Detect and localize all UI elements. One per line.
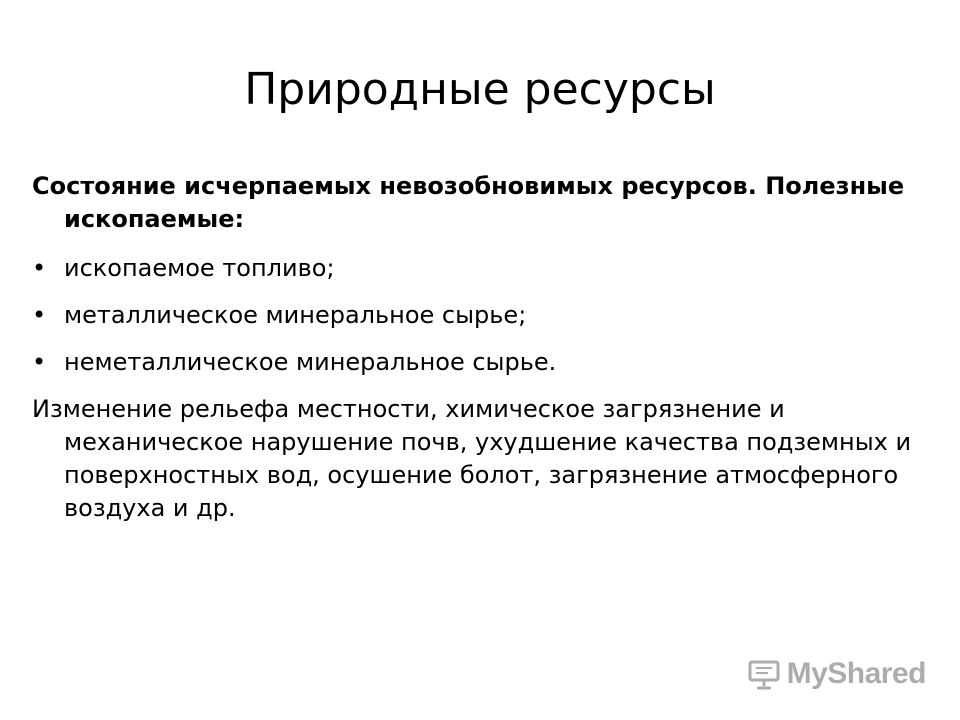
slide-title: Природные ресурсы — [244, 64, 716, 115]
bullet-marker: • — [32, 254, 47, 282]
list-item — [32, 299, 912, 332]
bullet-text: неметаллическое минеральное сырье. — [64, 348, 557, 376]
watermark-logo — [747, 654, 926, 694]
slide-content — [32, 170, 912, 537]
bullet-marker: • — [32, 301, 47, 329]
intro-text: Состояние исчерпаемых невозобновимых ресурсов. Полезные ископаемые: — [32, 172, 905, 233]
watermark-text: MyShared — [786, 657, 926, 690]
list-item — [32, 346, 912, 379]
closing-text: Изменение рельефа местности, химическое загрязнение и механическое нарушение почв, ухудшение качества подземных и поверхностных вод, осушение болот, загрязнение атмосферного воздуха и др. — [32, 395, 912, 522]
bullet-list — [32, 252, 912, 379]
list-item — [32, 252, 912, 285]
bullet-marker: • — [32, 348, 47, 376]
bullet-text: ископаемое топливо; — [64, 254, 335, 282]
bullet-text: металлическое минеральное сырье; — [64, 301, 527, 329]
presentation-board-icon — [747, 657, 781, 691]
